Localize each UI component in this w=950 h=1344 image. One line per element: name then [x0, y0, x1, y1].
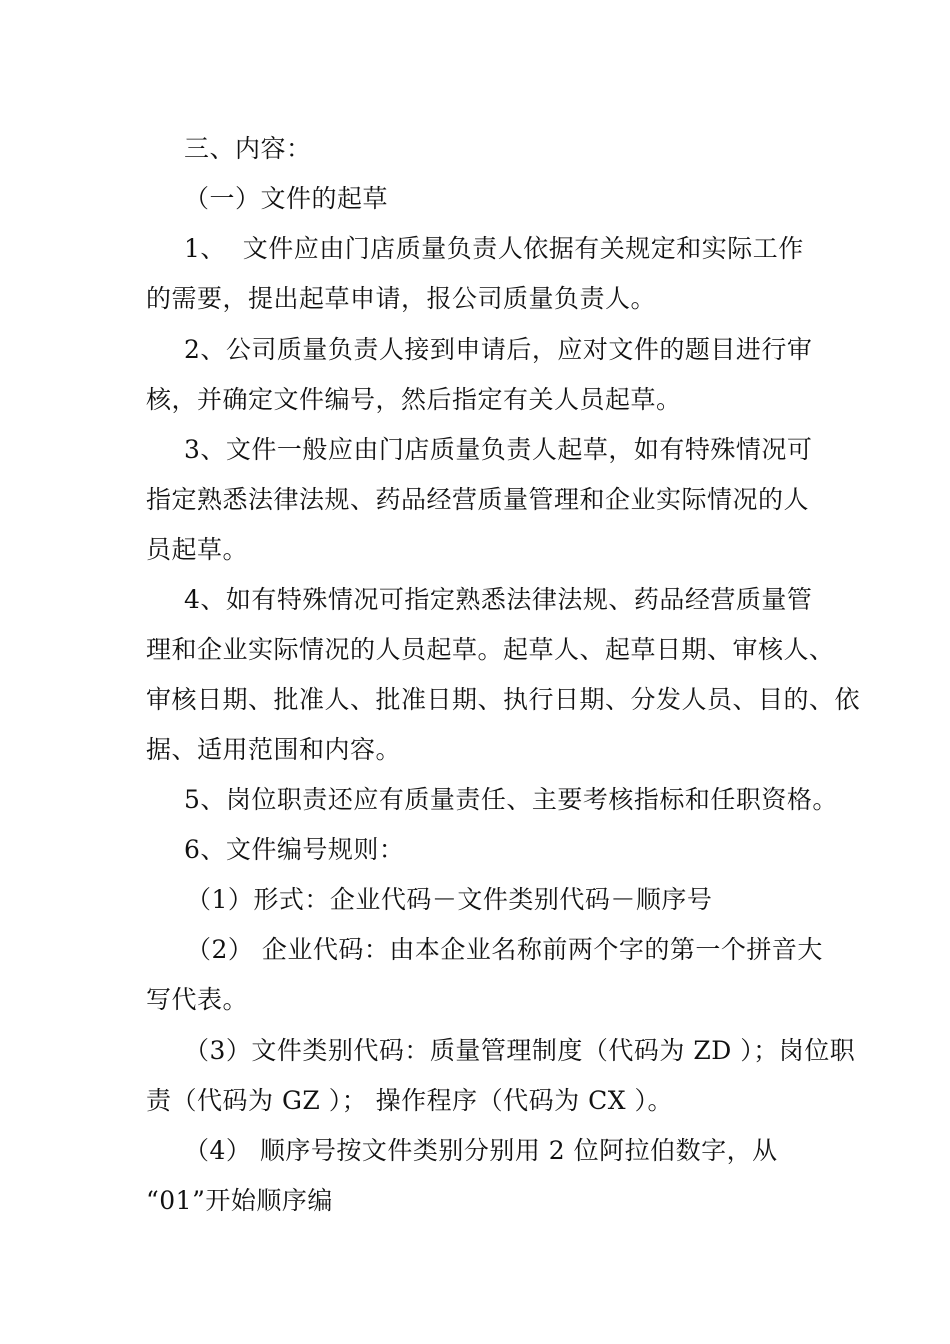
paragraph-line: 3、文件一般应由门店质量负责人起草，如有特殊情况可: [184, 435, 813, 464]
paragraph-line: 的需要，提出起草申请，报公司质量负责人。: [146, 284, 657, 313]
paragraph-line: 1、 文件应由门店质量负责人依据有关规定和实际工作: [184, 234, 804, 263]
paragraph-line: （1）形式：企业代码－文件类别代码－顺序号: [186, 885, 713, 914]
paragraph-line: 5、岗位职责还应有质量责任、主要考核指标和任职资格。: [184, 785, 838, 814]
paragraph-line: 6、文件编号规则：: [184, 835, 405, 864]
section-heading: 三、内容：: [184, 134, 312, 163]
paragraph-line: 4、如有特殊情况可指定熟悉法律法规、药品经营质量管: [184, 585, 813, 614]
paragraph-line: 审核日期、批准人、批准日期、执行日期、分发人员、目的、依: [146, 685, 861, 714]
paragraph-line: 责（代码为 GZ ）； 操作程序（代码为 CX ）。: [146, 1086, 674, 1115]
paragraph-line: 2、公司质量负责人接到申请后，应对文件的题目进行审: [184, 335, 813, 364]
subsection-heading: （一）文件的起草: [184, 184, 389, 213]
paragraph-line: （3）文件类别代码：质量管理制度（代码为 ZD ）；岗位职: [184, 1036, 856, 1065]
paragraph-line: 员起草。: [146, 535, 249, 564]
paragraph-line: “01”开始顺序编: [146, 1186, 333, 1215]
paragraph-line: 指定熟悉法律法规、药品经营质量管理和企业实际情况的人: [146, 485, 810, 514]
paragraph-line: 核，并确定文件编号，然后指定有关人员起草。: [146, 385, 682, 414]
paragraph-line: （4） 顺序号按文件类别分别用 2 位阿拉伯数字，从: [184, 1136, 778, 1165]
paragraph-line: 写代表。: [146, 985, 249, 1014]
paragraph-line: 据、适用范围和内容。: [146, 735, 402, 764]
paragraph-line: 理和企业实际情况的人员起草。起草人、起草日期、审核人、: [146, 635, 835, 664]
paragraph-line: （2） 企业代码：由本企业名称前两个字的第一个拼音大: [186, 935, 823, 964]
